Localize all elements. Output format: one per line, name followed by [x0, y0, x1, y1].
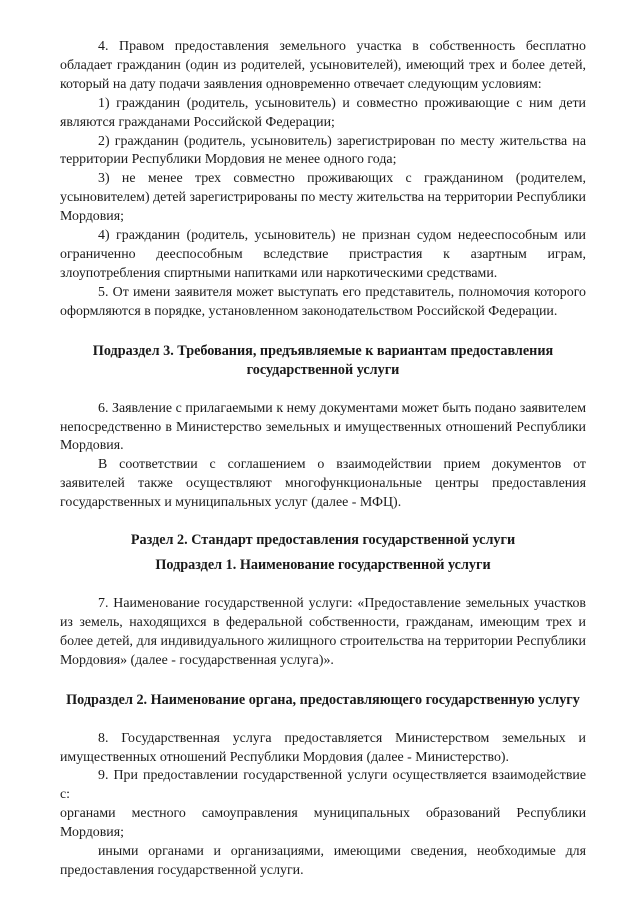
item-9-bodies-other: иными органами и организациями, имеющими сведения, необходимые для предоставления государственной услуги. [60, 844, 586, 878]
item-5: 5. От имени заявителя может выступать его представитель, полномочия которого оформляются в порядке, установленном законодательством Российской Федерации. [60, 284, 586, 319]
item-4-intro: 4. Правом предоставления земельного участка в собственность бесплатно обладает гражданин (один из родителей, усыновителей), имеющий трех и более детей, который на дату подачи заявления одновременно отвечает следующим условиям: [60, 39, 586, 92]
item-4-condition-1: 1) гражданин (родитель, усыновитель) и совместно проживающие с ним дети являются гражданами Российской Федерации; [60, 95, 586, 130]
subsection-1-heading: Подраздел 1. Наименование государственной услуги [155, 557, 491, 574]
item-8: 8. Государственная услуга предоставляется Министерством земельных и имущественных отношений Республики Мордовия (далее - Министерство). [60, 730, 586, 765]
item-7: 7. Наименование государственной услуги: «Предоставление земельных участков из земель, находящихся в федеральной собственности, гражданам, имеющим трех и более детей, для индивидуального жилищного строительства на территории Республики Мордовия» (далее - государственная услуга)». [60, 596, 586, 668]
document-page [60, 38, 586, 881]
item-4-condition-4: 4) гражданин (родитель, усыновитель) не признан судом недееспособным или ограниченно дееспособным вследствие пристрастия к азартным играм, злоупотребления спиртными напитками или наркотическими средствами. [60, 228, 586, 281]
item-6: 6. Заявление с прилагаемыми к нему документами может быть подано заявителем непосредственно в Министерство земельных и имущественных отношений Республики Мордовия. [60, 400, 586, 454]
subsection-3-heading: Подраздел 3. Требования, предъявляемые к вариантам предоставления государственной услуги [92, 342, 554, 378]
subsection-2-heading: Подраздел 2. Наименование органа, предоставляющего государственную услугу [66, 691, 580, 708]
item-4-condition-2: 2) гражданин (родитель, усыновитель) зарегистрирован по месту жительства на территории Республики Мордовия не менее одного года; [60, 133, 586, 168]
item-9: 9. При предоставлении государственной услуги осуществляется взаимодействие с: [60, 768, 586, 803]
section-2-heading: Раздел 2. Стандарт предоставления государственной услуги [130, 532, 516, 549]
item-6-mfc: В соответствии с соглашением о взаимодействии прием документов от заявителей также осуществляют многофункциональные центры предоставления государственных и муниципальных услуг (далее - МФЦ). [60, 457, 586, 511]
item-9-bodies-local: органами местного самоуправления муниципальных образований Республики Мордовия; [60, 806, 586, 841]
item-4-condition-3: 3) не менее трех совместно проживающих с гражданином (родителем, усыновителем) детей зарегистрированы по месту жительства на территории Республики Мордовия; [60, 171, 586, 225]
